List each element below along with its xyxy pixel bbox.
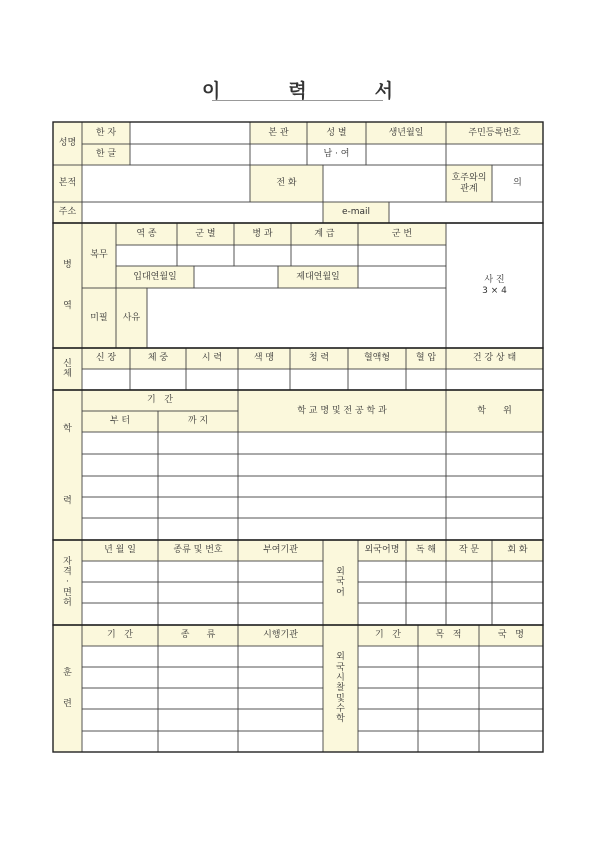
title-char-3: 서	[374, 80, 394, 102]
label-lang-2: 작 문	[446, 540, 492, 561]
label-bongwan: 본 관	[250, 122, 307, 144]
lang-row-2-col-2[interactable]	[446, 582, 492, 603]
field-email[interactable]	[389, 202, 543, 223]
training-row-3-col-0[interactable]	[82, 688, 158, 709]
field-number[interactable]	[358, 245, 446, 266]
label-body-7: 건 강 상 태	[446, 348, 543, 369]
label-training-0: 기 간	[82, 625, 158, 646]
label-license-2: 부여기관	[238, 540, 323, 561]
field-address[interactable]	[82, 202, 323, 223]
edu-row-2-col-3[interactable]	[446, 476, 543, 497]
license-row-2-col-0[interactable]	[82, 582, 158, 603]
label-body-2: 시 력	[186, 348, 238, 369]
label-enlist: 입대연월일	[116, 266, 194, 288]
edu-row-2-col-1[interactable]	[158, 476, 238, 497]
label-phone: 전 화	[250, 165, 323, 202]
label-exempt: 미필	[82, 288, 116, 348]
edu-row-3-col-3[interactable]	[446, 497, 543, 518]
training-row-2-col-1[interactable]	[158, 667, 238, 688]
lang-row-2-col-0[interactable]	[358, 582, 406, 603]
edu-row-0-col-0[interactable]	[82, 432, 158, 454]
edu-row-4-col-0[interactable]	[82, 518, 158, 540]
abroad-row-1-col-2[interactable]	[479, 646, 543, 667]
lang-row-2-col-3[interactable]	[492, 582, 543, 603]
field-rank[interactable]	[291, 245, 358, 266]
edu-row-3-col-0[interactable]	[82, 497, 158, 518]
field-body-0[interactable]	[82, 369, 130, 390]
field-name-hanja[interactable]	[130, 122, 250, 144]
label-discharge: 제대연월일	[278, 266, 358, 288]
label-lang-0: 외국어명	[358, 540, 406, 561]
abroad-row-5-col-2[interactable]	[479, 731, 543, 752]
edu-row-4-col-1[interactable]	[158, 518, 238, 540]
field-service-type[interactable]	[116, 245, 177, 266]
license-row-1-col-2[interactable]	[238, 561, 323, 582]
training-row-5-col-1[interactable]	[158, 731, 238, 752]
field-resident-no[interactable]	[446, 144, 543, 165]
training-row-5-col-0[interactable]	[82, 731, 158, 752]
training-row-1-col-1[interactable]	[158, 646, 238, 667]
abroad-row-2-col-2[interactable]	[479, 667, 543, 688]
label-military: 병 역	[53, 223, 82, 348]
label-abroad-1: 목 적	[418, 625, 479, 646]
edu-row-3-col-1[interactable]	[158, 497, 238, 518]
field-body-6[interactable]	[406, 369, 446, 390]
lang-row-2-col-1[interactable]	[406, 582, 446, 603]
label-body-0: 신 장	[82, 348, 130, 369]
label-to: 까 지	[158, 411, 238, 432]
label-license-1: 종류 및 번호	[158, 540, 238, 561]
abroad-row-5-col-1[interactable]	[418, 731, 479, 752]
label-body-6: 혈 압	[406, 348, 446, 369]
edu-row-0-col-2[interactable]	[238, 432, 446, 454]
abroad-row-4-col-1[interactable]	[418, 709, 479, 731]
abroad-row-2-col-1[interactable]	[418, 667, 479, 688]
label-rank: 계 급	[291, 223, 358, 245]
abroad-row-3-col-2[interactable]	[479, 688, 543, 709]
field-gender: 남 · 여	[323, 149, 350, 160]
label-birth: 생년월일	[366, 122, 446, 144]
label-number: 군 번	[358, 223, 446, 245]
field-body-1[interactable]	[130, 369, 186, 390]
lang-row-3-col-2[interactable]	[446, 603, 492, 625]
label-body-4: 청 력	[290, 348, 348, 369]
edu-row-4-col-2[interactable]	[238, 518, 446, 540]
label-service-type: 역 종	[116, 223, 177, 245]
label-body-5: 혈액형	[348, 348, 406, 369]
lang-row-3-col-0[interactable]	[358, 603, 406, 625]
label-bonjeok: 본적	[53, 165, 82, 202]
title-char-2: 력	[288, 80, 307, 102]
training-row-1-col-0[interactable]	[82, 646, 158, 667]
field-body-3[interactable]	[238, 369, 290, 390]
label-period: 기 간	[82, 390, 238, 411]
training-row-2-col-0[interactable]	[82, 667, 158, 688]
license-row-1-col-0[interactable]	[82, 561, 158, 582]
lang-row-1-col-1[interactable]	[406, 561, 446, 582]
field-relation: 의	[513, 178, 522, 189]
label-license-0: 년 월 일	[82, 540, 158, 561]
abroad-row-1-col-0[interactable]	[358, 646, 418, 667]
photo-placeholder: 사 진 3 × 4	[482, 275, 507, 296]
edu-row-1-col-2[interactable]	[238, 454, 446, 476]
training-row-5-col-2[interactable]	[238, 731, 323, 752]
license-row-3-col-1[interactable]	[158, 603, 238, 625]
edu-row-0-col-1[interactable]	[158, 432, 238, 454]
label-email: e-mail	[323, 202, 389, 223]
label-branch: 군 별	[177, 223, 234, 245]
edu-row-2-col-2[interactable]	[238, 476, 446, 497]
field-body-4[interactable]	[290, 369, 348, 390]
field-body-5[interactable]	[348, 369, 406, 390]
license-row-2-col-1[interactable]	[158, 582, 238, 603]
field-bonjeok[interactable]	[82, 165, 250, 202]
label-reason: 사유	[116, 288, 147, 348]
field-discharge[interactable]	[358, 266, 446, 288]
label-degree: 학 위	[446, 390, 543, 432]
abroad-row-1-col-1[interactable]	[418, 646, 479, 667]
edu-row-3-col-2[interactable]	[238, 497, 446, 518]
edu-row-4-col-3[interactable]	[446, 518, 543, 540]
license-row-2-col-2[interactable]	[238, 582, 323, 603]
training-row-3-col-1[interactable]	[158, 688, 238, 709]
license-row-3-col-2[interactable]	[238, 603, 323, 625]
training-row-4-col-1[interactable]	[158, 709, 238, 731]
edu-row-0-col-3[interactable]	[446, 432, 543, 454]
label-license: 자 격 · 면 허	[53, 540, 82, 625]
label-hangul: 한 글	[82, 144, 130, 165]
label-training-2: 시행기관	[238, 625, 323, 646]
label-relation: 호주와의 관계	[446, 165, 492, 202]
field-enlist[interactable]	[194, 266, 278, 288]
abroad-row-3-col-1[interactable]	[418, 688, 479, 709]
field-branch[interactable]	[177, 245, 234, 266]
label-abroad-2: 국 명	[479, 625, 543, 646]
label-gender: 성 별	[307, 122, 366, 144]
edu-row-2-col-0[interactable]	[82, 476, 158, 497]
field-arm[interactable]	[234, 245, 291, 266]
label-school: 학 교 명 및 전 공 학 과	[238, 390, 446, 432]
label-name: 성명	[53, 122, 82, 165]
label-body-1: 체 중	[130, 348, 186, 369]
label-body-3: 색 맹	[238, 348, 290, 369]
field-bongwan[interactable]	[250, 144, 307, 165]
label-hanja: 한 자	[82, 122, 130, 144]
label-resident-no: 주민등록번호	[446, 122, 543, 144]
abroad-row-4-col-0[interactable]	[358, 709, 418, 731]
lang-row-3-col-1[interactable]	[406, 603, 446, 625]
label-lang-1: 독 해	[406, 540, 446, 561]
lang-row-3-col-3[interactable]	[492, 603, 543, 625]
label-body: 신 체	[53, 348, 82, 390]
label-arm: 병 과	[234, 223, 291, 245]
abroad-row-5-col-0[interactable]	[358, 731, 418, 752]
edu-row-1-col-0[interactable]	[82, 454, 158, 476]
license-row-3-col-0[interactable]	[82, 603, 158, 625]
lang-row-1-col-2[interactable]	[446, 561, 492, 582]
field-reason[interactable]	[147, 288, 446, 348]
field-name-hangul[interactable]	[130, 144, 250, 165]
edu-row-1-col-3[interactable]	[446, 454, 543, 476]
abroad-row-2-col-0[interactable]	[358, 667, 418, 688]
label-language: 외 국 어	[323, 540, 358, 625]
label-education: 학 력	[53, 390, 82, 540]
label-training: 훈 련	[53, 625, 82, 752]
label-service: 복무	[82, 223, 116, 288]
label-training-1: 종 류	[158, 625, 238, 646]
document-title	[0, 76, 595, 103]
abroad-row-3-col-0[interactable]	[358, 688, 418, 709]
field-body-2[interactable]	[186, 369, 238, 390]
training-row-2-col-2[interactable]	[238, 667, 323, 688]
license-row-1-col-1[interactable]	[158, 561, 238, 582]
lang-row-1-col-3[interactable]	[492, 561, 543, 582]
field-phone[interactable]	[323, 165, 446, 202]
title-underline	[212, 100, 383, 101]
title-char-1: 이	[201, 80, 221, 102]
edu-row-1-col-1[interactable]	[158, 454, 238, 476]
label-from: 부 터	[82, 411, 158, 432]
label-address: 주소	[53, 202, 82, 223]
lang-row-1-col-0[interactable]	[358, 561, 406, 582]
training-row-1-col-2[interactable]	[238, 646, 323, 667]
field-body-7[interactable]	[446, 369, 543, 390]
label-abroad-0: 기 간	[358, 625, 418, 646]
abroad-row-4-col-2[interactable]	[479, 709, 543, 731]
label-abroad: 외 국 시 찰 및 수 학	[323, 625, 358, 752]
field-birth[interactable]	[366, 144, 446, 165]
training-row-4-col-2[interactable]	[238, 709, 323, 731]
label-lang-3: 회 화	[492, 540, 543, 561]
training-row-3-col-2[interactable]	[238, 688, 323, 709]
training-row-4-col-0[interactable]	[82, 709, 158, 731]
